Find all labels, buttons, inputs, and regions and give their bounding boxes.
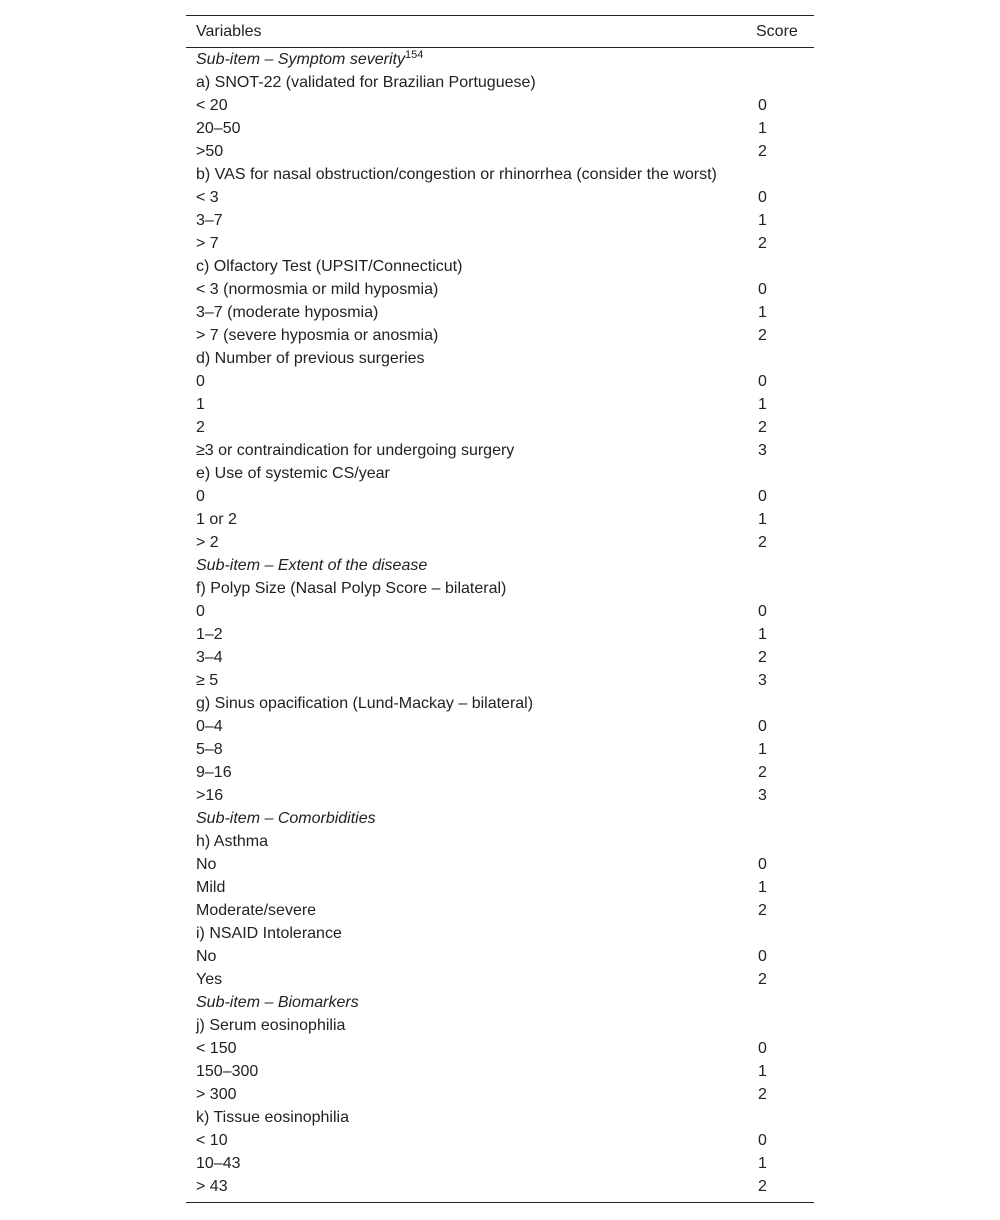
variable-cell <box>186 1014 756 1037</box>
score-cell <box>756 48 814 72</box>
variable-cell <box>186 623 756 646</box>
score-cell <box>756 830 814 853</box>
subsection-row <box>186 554 814 577</box>
table-header-row <box>186 16 814 48</box>
variable-cell <box>186 1060 756 1083</box>
score-cell: 1 <box>758 396 767 413</box>
table-row <box>186 370 814 393</box>
score-cell: 2 <box>758 419 767 436</box>
table-row <box>186 899 814 922</box>
variable-cell <box>186 1152 756 1175</box>
variable-text: b) VAS for nasal obstruction/congestion or rhinorrhea (consider the worst) <box>196 166 717 183</box>
score-cell <box>756 692 814 715</box>
variable-cell <box>186 853 756 876</box>
variable-text: d) Number of previous surgeries <box>196 350 425 367</box>
table-row <box>186 439 814 462</box>
variable-cell <box>186 1083 756 1106</box>
variable-text: No <box>196 948 217 965</box>
variable-text: 5–8 <box>196 741 223 758</box>
score-cell: 3 <box>758 672 767 689</box>
variable-text: Sub-item – Symptom severity <box>196 51 405 68</box>
score-cell: 3 <box>758 442 767 459</box>
score-cell: 3 <box>758 787 767 804</box>
score-cell <box>756 255 814 278</box>
variable-cell <box>186 554 756 577</box>
variable-cell <box>186 669 756 692</box>
table-row <box>186 140 814 163</box>
variable-text: 0 <box>196 373 205 390</box>
variable-text: >50 <box>196 143 224 160</box>
score-cell: 0 <box>758 603 767 620</box>
score-cell: 1 <box>758 741 767 758</box>
score-cell: 0 <box>758 856 767 873</box>
table-row <box>186 945 814 968</box>
table-row <box>186 853 814 876</box>
score-cell: 2 <box>758 534 767 551</box>
table-row <box>186 1060 814 1083</box>
variable-cell <box>186 163 756 186</box>
variable-text: 9–16 <box>196 764 232 781</box>
variable-row <box>186 255 814 278</box>
variable-text: 3–4 <box>196 649 223 666</box>
score-cell: 2 <box>758 327 767 344</box>
score-cell: 0 <box>758 189 767 206</box>
variable-text: < 3 <box>196 189 219 206</box>
variable-cell <box>186 807 756 830</box>
variable-cell <box>186 991 756 1014</box>
variable-text: h) Asthma <box>196 833 269 850</box>
table-row <box>186 508 814 531</box>
score-cell <box>756 462 814 485</box>
score-cell: 0 <box>758 1040 767 1057</box>
variable-text: 10–43 <box>196 1155 241 1172</box>
table-row <box>186 968 814 991</box>
variable-cell <box>186 301 756 324</box>
variable-cell <box>186 416 756 439</box>
variable-cell <box>186 209 756 232</box>
variable-text: ≥ 5 <box>196 672 219 689</box>
score-cell: 2 <box>758 143 767 160</box>
variable-text: ≥3 or contraindication for undergoing surgery <box>196 442 515 459</box>
variables-header: Variables <box>186 16 756 48</box>
variable-cell <box>186 324 756 347</box>
table-row <box>186 393 814 416</box>
variable-row <box>186 692 814 715</box>
score-table <box>186 15 814 1203</box>
variable-cell <box>186 761 756 784</box>
score-cell <box>756 577 814 600</box>
variable-text: No <box>196 856 217 873</box>
score-cell: 0 <box>758 948 767 965</box>
variable-row <box>186 163 814 186</box>
variable-text: Moderate/severe <box>196 902 317 919</box>
score-cell: 1 <box>758 304 767 321</box>
variable-text: Yes <box>196 971 223 988</box>
score-cell: 1 <box>758 626 767 643</box>
variable-cell <box>186 140 756 163</box>
table-row <box>186 876 814 899</box>
variable-row <box>186 577 814 600</box>
variable-text: a) SNOT-22 (validated for Brazilian Portuguese) <box>196 74 536 91</box>
variable-cell <box>186 48 756 72</box>
table-row <box>186 715 814 738</box>
table-row <box>186 324 814 347</box>
table-row <box>186 531 814 554</box>
table-row <box>186 784 814 807</box>
score-cell: 2 <box>758 1178 767 1195</box>
score-cell <box>756 1014 814 1037</box>
variable-text: 0 <box>196 488 205 505</box>
variable-cell <box>186 738 756 761</box>
score-cell: 1 <box>758 511 767 528</box>
score-cell: 0 <box>758 718 767 735</box>
variable-text: 20–50 <box>196 120 241 137</box>
score-cell <box>756 347 814 370</box>
variable-cell <box>186 370 756 393</box>
variable-cell <box>186 186 756 209</box>
variable-row <box>186 71 814 94</box>
table-row <box>186 600 814 623</box>
variable-text: < 150 <box>196 1040 237 1057</box>
variable-cell <box>186 830 756 853</box>
score-cell: 0 <box>758 97 767 114</box>
variable-text: 150–300 <box>196 1063 259 1080</box>
variable-cell <box>186 945 756 968</box>
variable-cell <box>186 968 756 991</box>
variable-cell <box>186 600 756 623</box>
variable-text: g) Sinus opacification (Lund-Mackay – bilateral) <box>196 695 534 712</box>
score-cell: 1 <box>758 212 767 229</box>
variable-cell <box>186 531 756 554</box>
variable-text: c) Olfactory Test (UPSIT/Connecticut) <box>196 258 463 275</box>
variable-cell <box>186 715 756 738</box>
variable-cell <box>186 922 756 945</box>
variable-text: Sub-item – Comorbidities <box>196 810 376 827</box>
table-row <box>186 669 814 692</box>
table-row <box>186 1037 814 1060</box>
variable-cell <box>186 1037 756 1060</box>
variable-cell <box>186 1106 756 1129</box>
variable-text: Sub-item – Extent of the disease <box>196 557 428 574</box>
subsection-row <box>186 991 814 1014</box>
table-row <box>186 209 814 232</box>
score-cell: 0 <box>758 281 767 298</box>
subsection-row <box>186 807 814 830</box>
table-row <box>186 232 814 255</box>
score-cell: 1 <box>758 120 767 137</box>
table-row <box>186 301 814 324</box>
score-cell: 2 <box>758 649 767 666</box>
variable-cell <box>186 784 756 807</box>
score-cell: 1 <box>758 879 767 896</box>
variable-text: 1–2 <box>196 626 223 643</box>
variable-cell <box>186 876 756 899</box>
score-cell <box>756 807 814 830</box>
score-header: Score <box>756 16 814 48</box>
table-row <box>186 485 814 508</box>
variable-row <box>186 347 814 370</box>
score-cell <box>756 1106 814 1129</box>
variable-text: 0–4 <box>196 718 223 735</box>
variable-text: >16 <box>196 787 224 804</box>
variable-row <box>186 922 814 945</box>
table-row <box>186 278 814 301</box>
score-cell <box>756 922 814 945</box>
table-row <box>186 738 814 761</box>
variable-text: > 7 (severe hyposmia or anosmia) <box>196 327 439 344</box>
score-cell: 1 <box>758 1063 767 1080</box>
score-cell: 0 <box>758 1132 767 1149</box>
table-row <box>186 761 814 784</box>
variable-text: > 2 <box>196 534 219 551</box>
table-row <box>186 117 814 140</box>
variable-cell <box>186 577 756 600</box>
variable-text: 1 <box>196 396 205 413</box>
variable-cell <box>186 1129 756 1152</box>
variable-cell <box>186 485 756 508</box>
variable-row <box>186 1106 814 1129</box>
variable-text: Sub-item – Biomarkers <box>196 994 359 1011</box>
table-row <box>186 1175 814 1203</box>
score-cell <box>756 554 814 577</box>
reference-superscript: 154 <box>404 49 424 61</box>
variable-text: e) Use of systemic CS/year <box>196 465 390 482</box>
variable-cell <box>186 71 756 94</box>
score-cell: 2 <box>758 971 767 988</box>
table-row <box>186 646 814 669</box>
variable-cell <box>186 255 756 278</box>
variable-text: 3–7 (moderate hyposmia) <box>196 304 379 321</box>
table-row <box>186 94 814 117</box>
variable-cell <box>186 278 756 301</box>
score-cell: 0 <box>758 488 767 505</box>
variable-text: Mild <box>196 879 226 896</box>
variable-cell <box>186 393 756 416</box>
variable-text: 1 or 2 <box>196 511 237 528</box>
variable-cell <box>186 1175 756 1203</box>
variable-text: > 43 <box>196 1178 228 1195</box>
table-body <box>186 48 814 1203</box>
variable-row <box>186 462 814 485</box>
score-cell: 0 <box>758 373 767 390</box>
table-row <box>186 623 814 646</box>
variable-text: < 10 <box>196 1132 228 1149</box>
table-row <box>186 1129 814 1152</box>
variable-cell <box>186 94 756 117</box>
variable-cell <box>186 439 756 462</box>
variable-text: < 20 <box>196 97 228 114</box>
variable-text: 0 <box>196 603 205 620</box>
table-row <box>186 1152 814 1175</box>
variable-text: f) Polyp Size (Nasal Polyp Score – bilateral) <box>196 580 507 597</box>
variable-cell <box>186 646 756 669</box>
subsection-row <box>186 48 814 72</box>
score-cell <box>756 163 814 186</box>
score-cell: 2 <box>758 235 767 252</box>
score-cell <box>756 71 814 94</box>
table-row <box>186 1083 814 1106</box>
table-row <box>186 186 814 209</box>
variable-row <box>186 1014 814 1037</box>
variable-text: > 300 <box>196 1086 237 1103</box>
variable-cell <box>186 508 756 531</box>
variable-text: k) Tissue eosinophilia <box>196 1109 349 1126</box>
score-cell: 2 <box>758 1086 767 1103</box>
variable-cell <box>186 232 756 255</box>
variable-text: > 7 <box>196 235 219 252</box>
score-cell: 2 <box>758 902 767 919</box>
variable-text: j) Serum eosinophilia <box>196 1017 346 1034</box>
variable-cell <box>186 347 756 370</box>
score-cell: 1 <box>758 1155 767 1172</box>
variable-cell <box>186 692 756 715</box>
variable-text: i) NSAID Intolerance <box>196 925 342 942</box>
variable-text: < 3 (normosmia or mild hyposmia) <box>196 281 439 298</box>
variable-row <box>186 830 814 853</box>
score-cell <box>756 991 814 1014</box>
variable-text: 2 <box>196 419 205 436</box>
variable-text: 3–7 <box>196 212 223 229</box>
variable-cell <box>186 117 756 140</box>
score-cell: 2 <box>758 764 767 781</box>
variable-cell <box>186 899 756 922</box>
table-row <box>186 416 814 439</box>
variable-cell <box>186 462 756 485</box>
